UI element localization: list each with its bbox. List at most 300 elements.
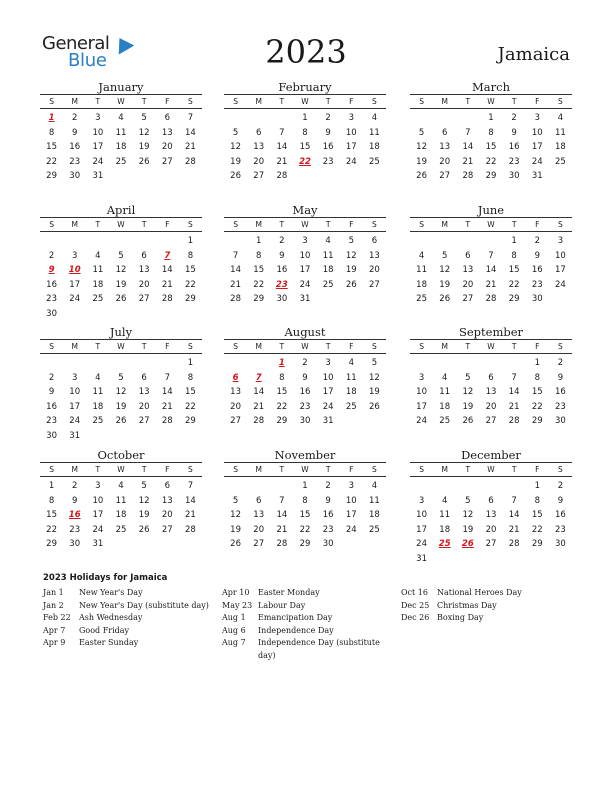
day-cell: 29 — [253, 294, 265, 305]
day-grid — [410, 234, 572, 307]
month-august — [224, 325, 386, 429]
day-cell: 29 — [299, 539, 311, 550]
weekday-label: T — [511, 97, 517, 106]
weekday-label: T — [465, 97, 471, 106]
day-grid — [410, 479, 572, 567]
holiday-day-cell: 26 — [461, 539, 474, 550]
day-cell: 18 — [369, 142, 380, 153]
weekday-label: T — [465, 220, 471, 229]
day-cell: 8 — [302, 127, 308, 138]
weekday-label: T — [279, 220, 285, 229]
day-cell: 7 — [232, 250, 239, 261]
day-cell: 12 — [115, 387, 127, 398]
weekday-label: S — [188, 342, 193, 351]
day-cell: 24 — [531, 156, 543, 167]
day-cell: 18 — [92, 279, 104, 290]
day-cell: 14 — [230, 265, 241, 276]
day-cell: 11 — [92, 387, 104, 398]
holiday-item — [401, 587, 576, 600]
holiday-date: Aug 7 — [222, 638, 246, 647]
day-cell: 8 — [279, 372, 285, 383]
weekday-label: S — [372, 465, 377, 474]
empty-cell — [433, 479, 456, 494]
day-grid — [40, 234, 202, 322]
day-cell: 30 — [322, 539, 334, 550]
holiday-column — [222, 587, 397, 662]
day-cell: 10 — [416, 387, 427, 398]
day-cell: 6 — [465, 250, 471, 261]
day-cell: 8 — [302, 495, 308, 506]
month-january — [40, 80, 202, 184]
day-cell: 30 — [69, 171, 81, 182]
day-cell: 14 — [161, 387, 173, 398]
month-name: March — [472, 80, 510, 94]
day-cell: 17 — [299, 265, 311, 276]
day-cell: 15 — [531, 387, 543, 398]
holiday-name: Labour Day — [258, 600, 306, 610]
holiday-item — [222, 612, 397, 625]
day-cell: 20 — [161, 142, 173, 153]
day-cell: 18 — [92, 401, 104, 412]
weekday-label: W — [487, 220, 495, 229]
day-cell: 19 — [462, 524, 474, 535]
day-cell: 28 — [276, 171, 288, 182]
month-february — [224, 80, 386, 184]
weekday-label: M — [71, 220, 78, 229]
holiday-day-cell: 7 — [255, 372, 262, 383]
empty-cell — [247, 356, 270, 371]
day-cell: 7 — [488, 250, 494, 261]
day-cell: 4 — [118, 481, 124, 491]
month-april — [40, 203, 202, 322]
empty-cell — [109, 234, 132, 249]
month-october — [40, 448, 202, 552]
day-cell: 12 — [345, 250, 357, 261]
day-cell: 22 — [185, 279, 196, 290]
weekday-label: F — [535, 220, 540, 229]
day-cell: 17 — [531, 142, 543, 153]
weekday-label: S — [188, 97, 193, 106]
day-cell: 24 — [345, 524, 357, 535]
weekday-label: W — [117, 465, 125, 474]
day-cell: 16 — [46, 279, 57, 290]
weekday-label: F — [165, 342, 170, 351]
month-september — [410, 325, 572, 429]
day-cell: 12 — [138, 127, 150, 138]
weekday-label: S — [372, 220, 377, 229]
weekday-label: W — [301, 465, 309, 474]
day-cell: 6 — [141, 372, 147, 383]
day-cell: 2 — [557, 358, 564, 368]
day-cell: 21 — [276, 524, 288, 535]
holiday-date: Aug 6 — [222, 625, 246, 635]
day-cell: 10 — [531, 127, 543, 138]
month-march — [410, 80, 572, 184]
day-cell: 6 — [164, 481, 170, 491]
day-cell: 14 — [276, 142, 288, 153]
weekday-label: S — [419, 465, 424, 474]
weekday-label: W — [487, 342, 495, 351]
day-cell: 4 — [442, 495, 448, 506]
day-cell: 4 — [348, 358, 354, 368]
day-cell: 19 — [369, 387, 380, 398]
day-cell: 19 — [345, 265, 357, 276]
weekday-label: F — [535, 342, 540, 351]
day-cell: 18 — [416, 279, 427, 290]
day-cell: 31 — [416, 553, 427, 564]
day-cell: 5 — [442, 250, 448, 261]
day-cell: 19 — [115, 401, 127, 412]
day-cell: 15 — [299, 142, 311, 153]
holiday-name: National Heroes Day — [437, 588, 522, 597]
empty-cell — [63, 234, 86, 249]
day-cell: 4 — [325, 236, 331, 246]
day-cell: 13 — [439, 142, 451, 153]
day-grid — [410, 111, 572, 184]
weekday-label: T — [465, 342, 471, 351]
day-grid — [40, 479, 202, 552]
day-cell: 9 — [48, 387, 55, 398]
day-cell: 8 — [534, 495, 540, 506]
day-cell: 9 — [325, 495, 331, 506]
weekday-label: S — [233, 342, 238, 351]
day-cell: 2 — [302, 358, 308, 368]
day-cell: 21 — [161, 401, 173, 412]
day-cell: 26 — [369, 401, 380, 412]
day-cell: 11 — [439, 510, 451, 521]
weekday-label: W — [301, 220, 309, 229]
day-cell: 20 — [161, 510, 173, 521]
day-cell: 9 — [511, 127, 517, 138]
weekday-label: F — [349, 97, 354, 106]
day-cell: 3 — [418, 372, 425, 383]
day-cell: 4 — [371, 113, 378, 123]
day-cell: 13 — [253, 142, 265, 153]
empty-cell — [479, 479, 502, 494]
day-cell: 26 — [230, 539, 241, 550]
day-cell: 12 — [230, 142, 241, 153]
holiday-item — [43, 600, 218, 613]
day-cell: 21 — [508, 401, 520, 412]
empty-cell — [133, 234, 156, 249]
day-cell: 6 — [442, 127, 448, 138]
day-cell: 9 — [557, 372, 564, 383]
month-name: December — [461, 448, 521, 462]
weekday-label: F — [165, 220, 170, 229]
day-cell: 20 — [485, 401, 497, 412]
empty-cell — [40, 356, 63, 371]
weekday-label: W — [487, 465, 495, 474]
day-cell: 14 — [185, 127, 196, 138]
day-cell: 15 — [299, 510, 311, 521]
day-cell: 4 — [418, 250, 425, 261]
day-cell: 27 — [369, 279, 380, 290]
day-cell: 13 — [253, 510, 265, 521]
weekday-label: T — [465, 465, 471, 474]
weekday-header — [224, 339, 386, 354]
day-cell: 23 — [299, 401, 311, 412]
weekday-label: S — [233, 465, 238, 474]
day-cell: 22 — [185, 401, 196, 412]
day-cell: 5 — [418, 127, 425, 138]
weekday-label: T — [325, 97, 331, 106]
day-cell: 8 — [48, 127, 55, 138]
day-cell: 13 — [138, 265, 150, 276]
day-cell: 1 — [534, 481, 540, 491]
day-cell: 23 — [69, 156, 81, 167]
weekday-label: M — [71, 97, 78, 106]
day-cell: 30 — [531, 294, 543, 305]
day-cell: 14 — [276, 510, 288, 521]
day-cell: 7 — [187, 113, 194, 123]
weekday-label: T — [141, 220, 147, 229]
day-cell: 20 — [462, 279, 474, 290]
day-cell: 15 — [276, 387, 288, 398]
day-cell: 22 — [276, 401, 288, 412]
month-name: January — [98, 80, 144, 94]
day-cell: 6 — [488, 495, 494, 506]
day-cell: 29 — [185, 294, 196, 305]
empty-cell — [270, 479, 293, 494]
weekday-label: M — [441, 97, 448, 106]
day-cell: 15 — [185, 387, 196, 398]
day-cell: 27 — [161, 156, 173, 167]
month-name: September — [458, 325, 524, 339]
day-cell: 20 — [485, 524, 497, 535]
day-cell: 10 — [299, 250, 311, 261]
day-cell: 26 — [138, 156, 150, 167]
weekday-label: M — [441, 220, 448, 229]
day-cell: 11 — [322, 250, 334, 261]
day-cell: 9 — [302, 372, 308, 383]
day-cell: 23 — [69, 524, 81, 535]
day-cell: 3 — [348, 113, 354, 123]
holiday-date: Jan 2 — [43, 600, 64, 610]
day-cell: 13 — [369, 250, 380, 261]
day-cell: 11 — [369, 495, 380, 506]
day-cell: 19 — [462, 401, 474, 412]
holiday-date: May 23 — [222, 600, 253, 610]
day-cell: 15 — [46, 510, 57, 521]
weekday-header — [40, 462, 202, 477]
empty-cell — [270, 111, 293, 126]
day-cell: 19 — [230, 156, 241, 167]
day-cell: 17 — [69, 401, 81, 412]
empty-cell — [40, 234, 63, 249]
holiday-name: Boxing Day — [437, 613, 484, 622]
weekday-label: F — [349, 342, 354, 351]
weekday-header — [410, 462, 572, 477]
day-cell: 27 — [161, 524, 173, 535]
day-cell: 16 — [322, 510, 334, 521]
day-cell: 16 — [555, 387, 566, 398]
day-cell: 10 — [345, 495, 357, 506]
day-cell: 21 — [485, 279, 497, 290]
day-cell: 13 — [161, 495, 173, 506]
day-cell: 18 — [555, 142, 566, 153]
day-cell: 6 — [488, 372, 494, 383]
day-cell: 30 — [276, 294, 288, 305]
weekday-label: T — [279, 465, 285, 474]
day-cell: 14 — [462, 142, 474, 153]
empty-cell — [456, 111, 479, 126]
weekday-label: F — [165, 465, 170, 474]
day-cell: 23 — [555, 401, 566, 412]
day-cell: 17 — [322, 387, 334, 398]
weekday-label: M — [255, 97, 262, 106]
day-cell: 26 — [416, 171, 427, 182]
day-grid — [40, 356, 202, 444]
day-cell: 22 — [531, 524, 543, 535]
day-cell: 13 — [485, 510, 497, 521]
weekday-header — [40, 339, 202, 354]
day-cell: 9 — [557, 495, 564, 506]
day-cell: 24 — [416, 539, 427, 550]
month-name: June — [477, 203, 505, 217]
day-cell: 13 — [161, 127, 173, 138]
day-cell: 12 — [416, 142, 427, 153]
empty-cell — [503, 479, 526, 494]
holiday-name: Ash Wednesday — [79, 613, 143, 622]
month-name: April — [106, 203, 136, 217]
day-cell: 21 — [276, 156, 288, 167]
day-cell: 9 — [325, 127, 331, 138]
holiday-name: Easter Monday — [258, 588, 320, 597]
holiday-item — [222, 600, 397, 613]
day-cell: 19 — [439, 279, 451, 290]
day-cell: 31 — [531, 171, 543, 182]
day-cell: 14 — [508, 387, 520, 398]
day-cell: 11 — [416, 265, 427, 276]
empty-cell — [86, 234, 109, 249]
day-cell: 5 — [141, 481, 147, 491]
month-name: May — [292, 203, 318, 217]
day-cell: 18 — [322, 265, 334, 276]
weekday-label: F — [349, 465, 354, 474]
day-cell: 27 — [439, 171, 451, 182]
day-cell: 7 — [511, 495, 517, 506]
day-cell: 22 — [46, 156, 57, 167]
day-cell: 17 — [69, 279, 81, 290]
day-cell: 6 — [141, 250, 147, 261]
day-cell: 21 — [462, 156, 474, 167]
day-cell: 8 — [187, 372, 194, 383]
day-cell: 20 — [253, 156, 265, 167]
day-cell: 17 — [92, 510, 104, 521]
day-cell: 25 — [115, 156, 127, 167]
weekday-label: T — [279, 97, 285, 106]
day-cell: 29 — [185, 416, 196, 427]
day-cell: 17 — [92, 142, 104, 153]
day-cell: 26 — [115, 416, 127, 427]
day-cell: 5 — [118, 250, 124, 261]
day-cell: 31 — [299, 294, 311, 305]
day-cell: 31 — [69, 430, 81, 441]
weekday-header — [410, 94, 572, 109]
empty-cell — [456, 356, 479, 371]
holiday-date: Aug 1 — [222, 613, 246, 622]
day-cell: 24 — [69, 416, 81, 427]
day-cell: 11 — [555, 127, 566, 138]
weekday-label: S — [558, 465, 563, 474]
holidays-title: 2023 Holidays for Jamaica — [43, 573, 168, 583]
weekday-label: S — [188, 465, 193, 474]
day-cell: 9 — [72, 495, 78, 506]
day-cell: 3 — [72, 250, 78, 261]
day-cell: 25 — [322, 279, 334, 290]
day-cell: 8 — [488, 127, 494, 138]
day-cell: 27 — [138, 294, 150, 305]
day-cell: 4 — [442, 372, 448, 383]
weekday-header — [224, 462, 386, 477]
weekday-label: W — [487, 97, 495, 106]
day-cell: 22 — [531, 401, 543, 412]
empty-cell — [410, 479, 433, 494]
empty-cell — [133, 356, 156, 371]
weekday-label: M — [255, 342, 262, 351]
holiday-date: Apr 7 — [43, 625, 66, 635]
month-december — [410, 448, 572, 567]
weekday-label: M — [255, 465, 262, 474]
weekday-label: S — [372, 97, 377, 106]
weekday-label: S — [49, 342, 54, 351]
weekday-label: S — [372, 342, 377, 351]
weekday-label: T — [511, 465, 517, 474]
day-cell: 26 — [439, 294, 451, 305]
day-cell: 18 — [115, 142, 127, 153]
day-cell: 24 — [416, 416, 427, 427]
weekday-label: T — [511, 342, 517, 351]
day-grid — [40, 111, 202, 184]
holiday-name: Christmas Day — [437, 600, 497, 610]
weekday-label: T — [325, 465, 331, 474]
empty-cell — [224, 479, 247, 494]
day-cell: 2 — [72, 481, 78, 491]
day-cell: 1 — [302, 481, 308, 491]
month-name: October — [97, 448, 145, 462]
weekday-label: W — [117, 97, 125, 106]
day-cell: 8 — [48, 495, 55, 506]
day-cell: 2 — [534, 236, 540, 246]
day-cell: 16 — [299, 387, 311, 398]
day-cell: 27 — [485, 539, 497, 550]
day-cell: 12 — [369, 372, 380, 383]
day-cell: 8 — [187, 250, 194, 261]
day-cell: 5 — [348, 236, 354, 246]
day-cell: 6 — [256, 495, 262, 506]
day-cell: 10 — [345, 127, 357, 138]
day-cell: 1 — [511, 236, 517, 246]
day-cell: 4 — [118, 113, 124, 123]
day-cell: 13 — [138, 387, 150, 398]
month-name: February — [278, 80, 332, 94]
day-cell: 10 — [69, 387, 81, 398]
empty-cell — [224, 234, 247, 249]
holiday-name: Emancipation Day — [258, 613, 333, 622]
day-cell: 11 — [439, 387, 451, 398]
holiday-day-cell: 6 — [232, 372, 239, 383]
month-may — [224, 203, 386, 307]
holiday-item — [43, 587, 218, 600]
day-cell: 24 — [92, 524, 104, 535]
day-cell: 2 — [48, 372, 55, 383]
day-cell: 19 — [416, 156, 427, 167]
logo-text-blue: Blue — [68, 50, 107, 71]
day-cell: 21 — [185, 510, 196, 521]
holiday-day-cell: 1 — [278, 358, 285, 368]
weekday-label: T — [325, 342, 331, 351]
day-cell: 1 — [534, 358, 540, 368]
